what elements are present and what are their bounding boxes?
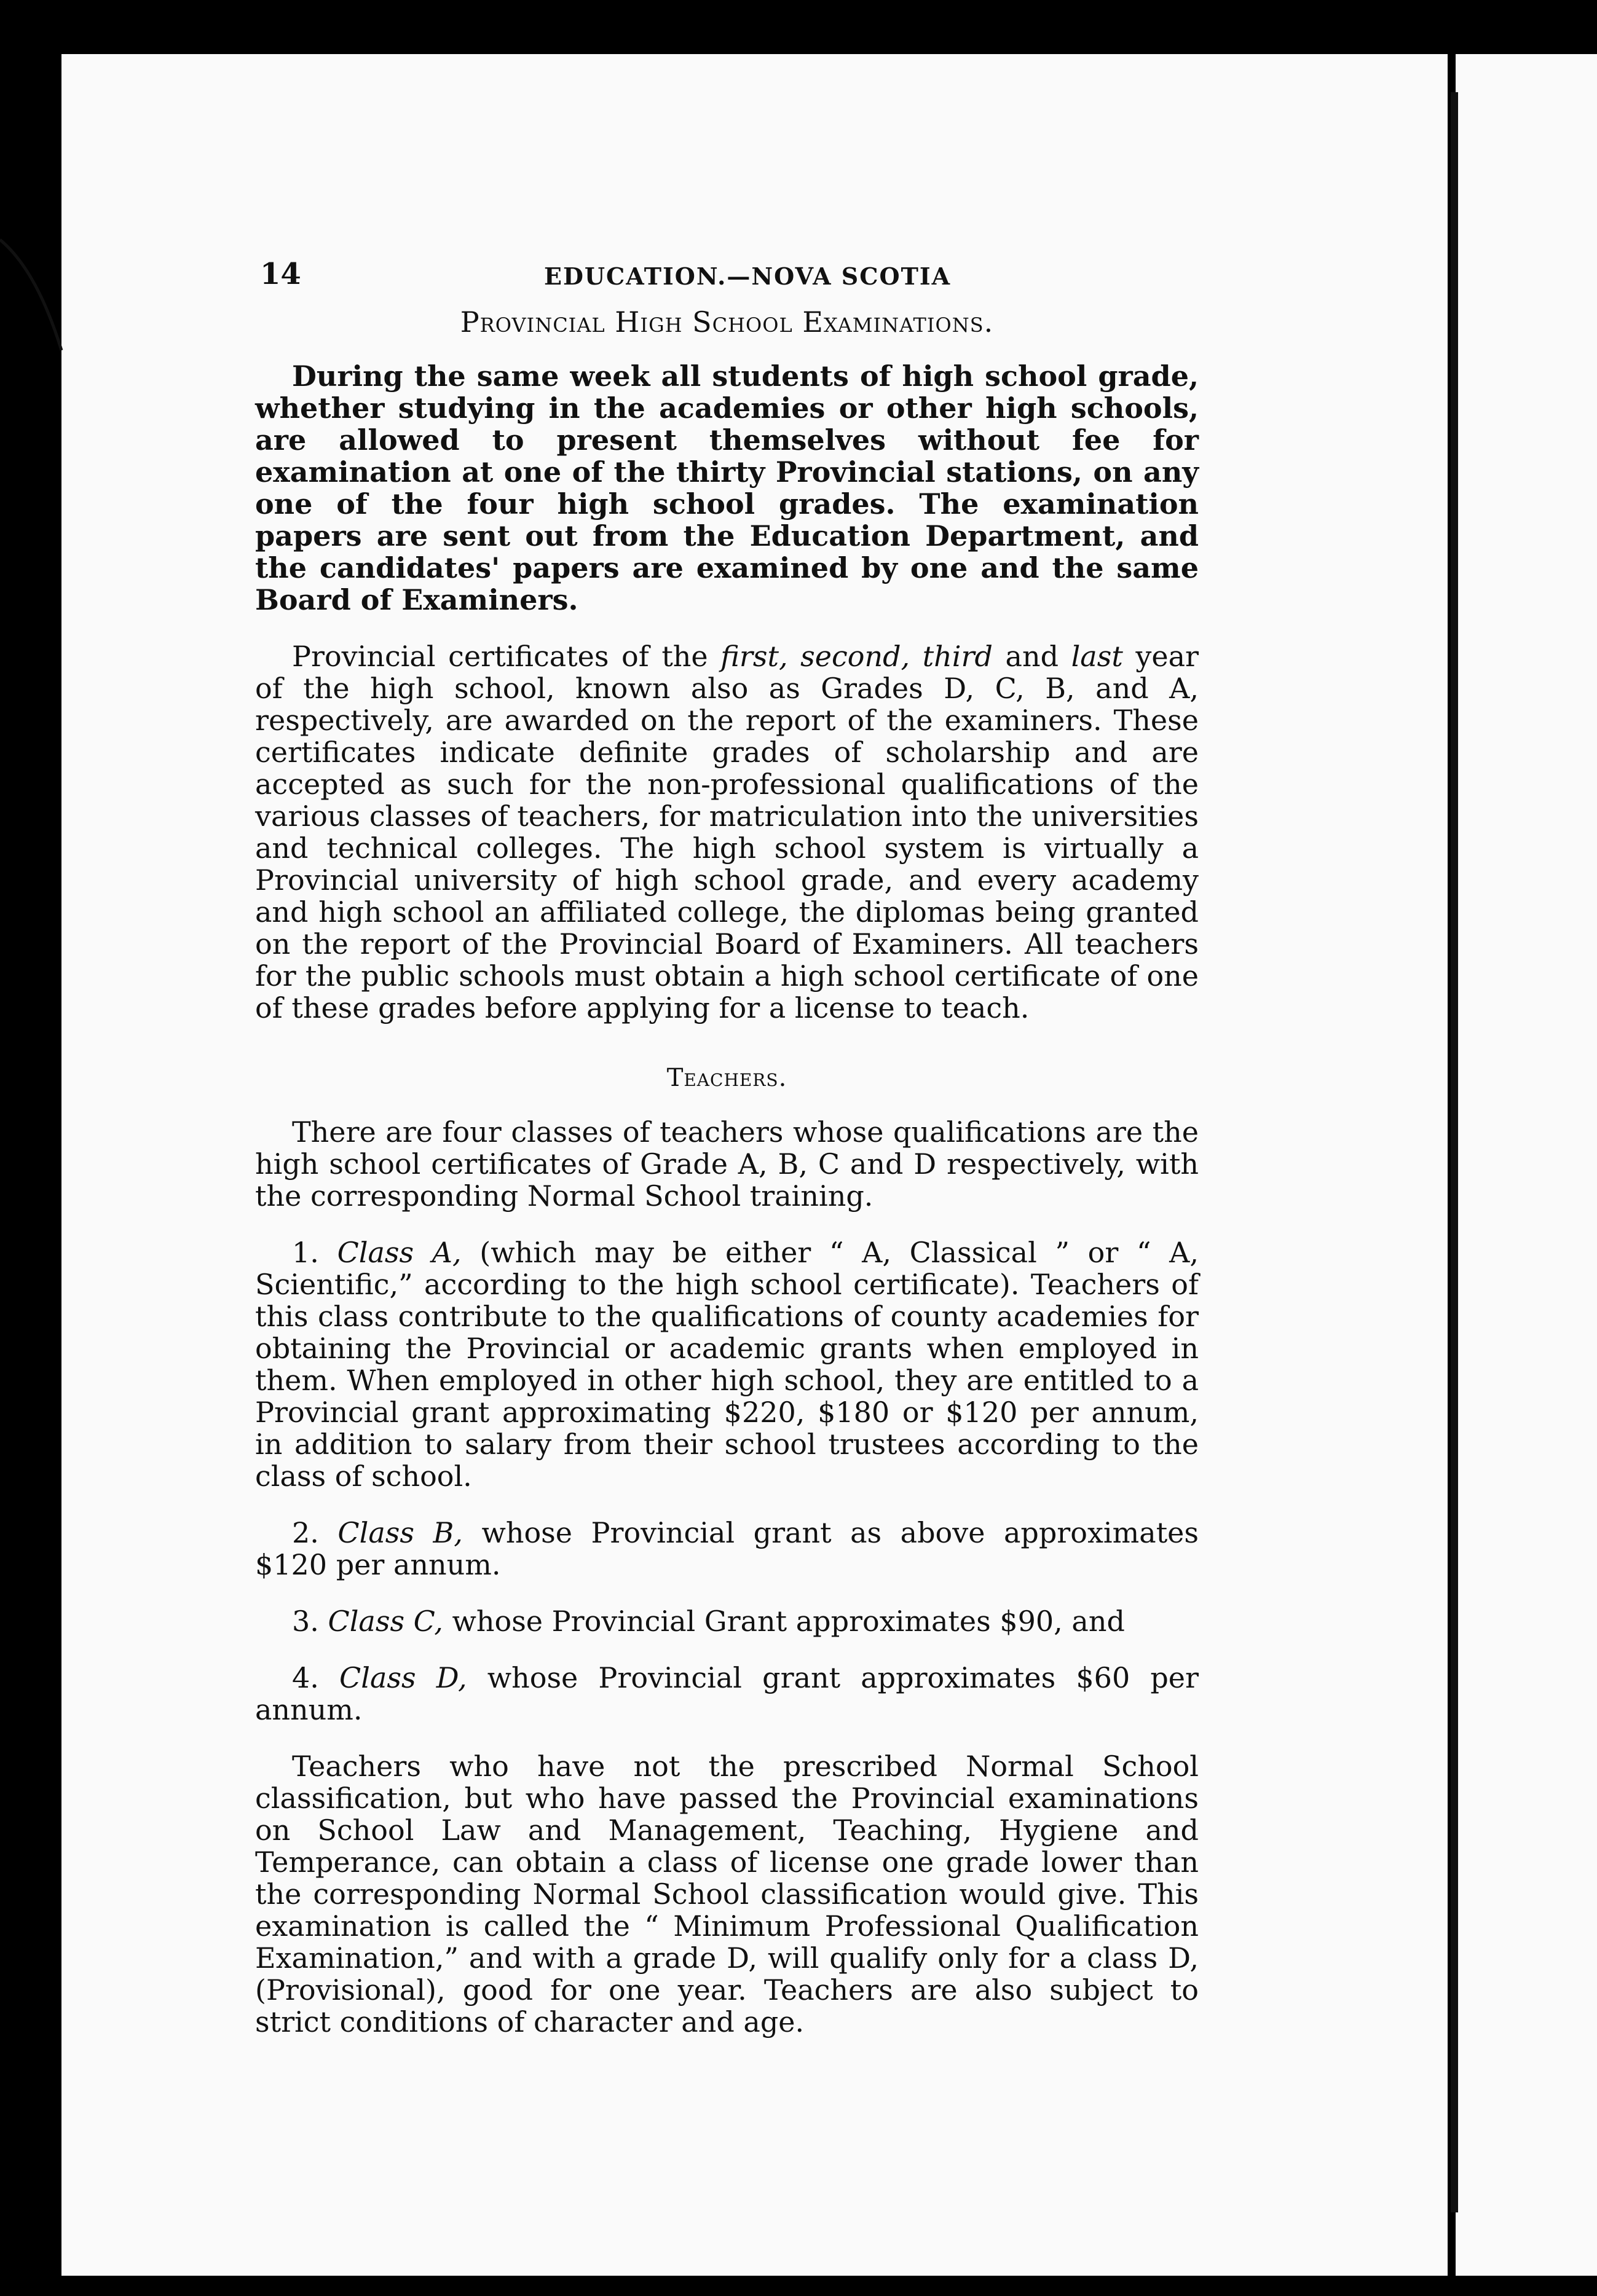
item-class: Class B, <box>337 1516 463 1549</box>
page-number: 14 <box>260 257 301 291</box>
running-title: EDUCATION.—NOVA SCOTIA <box>544 262 952 290</box>
item-number: 2. <box>292 1516 319 1549</box>
page-curl-mark <box>0 234 68 356</box>
item-class: Class A, <box>337 1236 462 1269</box>
text-run: and <box>992 640 1071 673</box>
italic-run: first, second, third <box>720 640 993 673</box>
italic-run: last <box>1071 640 1123 673</box>
item-number: 3. <box>292 1605 319 1638</box>
item-number: 1. <box>292 1236 319 1269</box>
page-gutter-shadow <box>1451 92 1458 2212</box>
page-content <box>255 258 1199 2062</box>
item-number: 4. <box>292 1661 319 1694</box>
list-item <box>255 1236 1199 1492</box>
running-header <box>255 258 1199 295</box>
item-text: (which may be either “ A, Classical ” or “ A, Scientific,” according to the high school certificate). Teachers of this class contribute to the qualifications of county academies for obtaining the Provincial or academic grants when employed in them. When employed in other high school, they are entitled to a Provincial grant approximating $220, $180 or $120 per annum, in addition to salary from their school trustees according to the class of school. <box>255 1236 1199 1493</box>
section-heading-examinations: Provincial High School Examinations. <box>460 305 994 339</box>
paragraph-teachers-intro: There are four classes of teachers whose qualifications are the high school certificates of Grade A, B, C and D respectively, with the corresponding Normal School training. <box>255 1115 1199 1213</box>
item-class: Class D, <box>339 1661 467 1694</box>
list-item <box>255 1517 1199 1581</box>
paragraph-minimum-qualification: Teachers who have not the prescribed Normal School classification, but who have passed the Provincial examinations on School Law and Management, Teaching, Hygiene and Temperance, can obtain a class of license one grade lower than the corresponding Normal School classification would give. This examination is called the “ Minimum Professional Qualification Examination,” and with a grade D, will qualify only for a class D, (Provisional), good for one year. Teachers are also subject to strict conditions of character and age. <box>255 1750 1199 2038</box>
text-run: year of the high school, known also as Grades D, C, B, and A, respectively, are awarded on the report of the examiners. These certificates indicate definite grades of scholarship and are accepted as such for the non-professional qualifications of the various classes of teachers, for matriculation into the universities and technical colleges. The high school system is virtually a Provincial university of high school grade, and every academy and high school an affiliated college, the diplomas being granted on the report of the Provincial Board of Examiners. All teachers for the public schools must obtain a high school certificate of one of these grades before applying for a license to teach. <box>255 640 1199 1024</box>
item-text: whose Provincial grant approximates $60 per annum. <box>255 1661 1199 1726</box>
text-run: Provincial certificates of the <box>292 640 721 673</box>
item-class: Class C, <box>328 1605 443 1638</box>
list-item <box>255 1662 1199 1726</box>
item-text: whose Provincial Grant approximates $90, and <box>443 1605 1125 1638</box>
list-item <box>255 1605 1199 1637</box>
item-text: whose Provincial grant as above approximates $120 per annum. <box>255 1516 1199 1581</box>
section-heading-teachers: Teachers. <box>666 1064 787 1092</box>
paragraph-examinations: During the same week all students of high school grade, whether studying in the academies or other high schools, are allowed to present themselves without fee for examination at one of the thirty Provincial stations, on any one of the four high school grades. The examination papers are sent out from the Education Department, and the candidates' papers are examined by one and the same Board of Examiners. <box>255 360 1199 616</box>
facing-page-edge <box>1456 54 1597 2276</box>
paragraph-certificates <box>255 640 1199 1024</box>
